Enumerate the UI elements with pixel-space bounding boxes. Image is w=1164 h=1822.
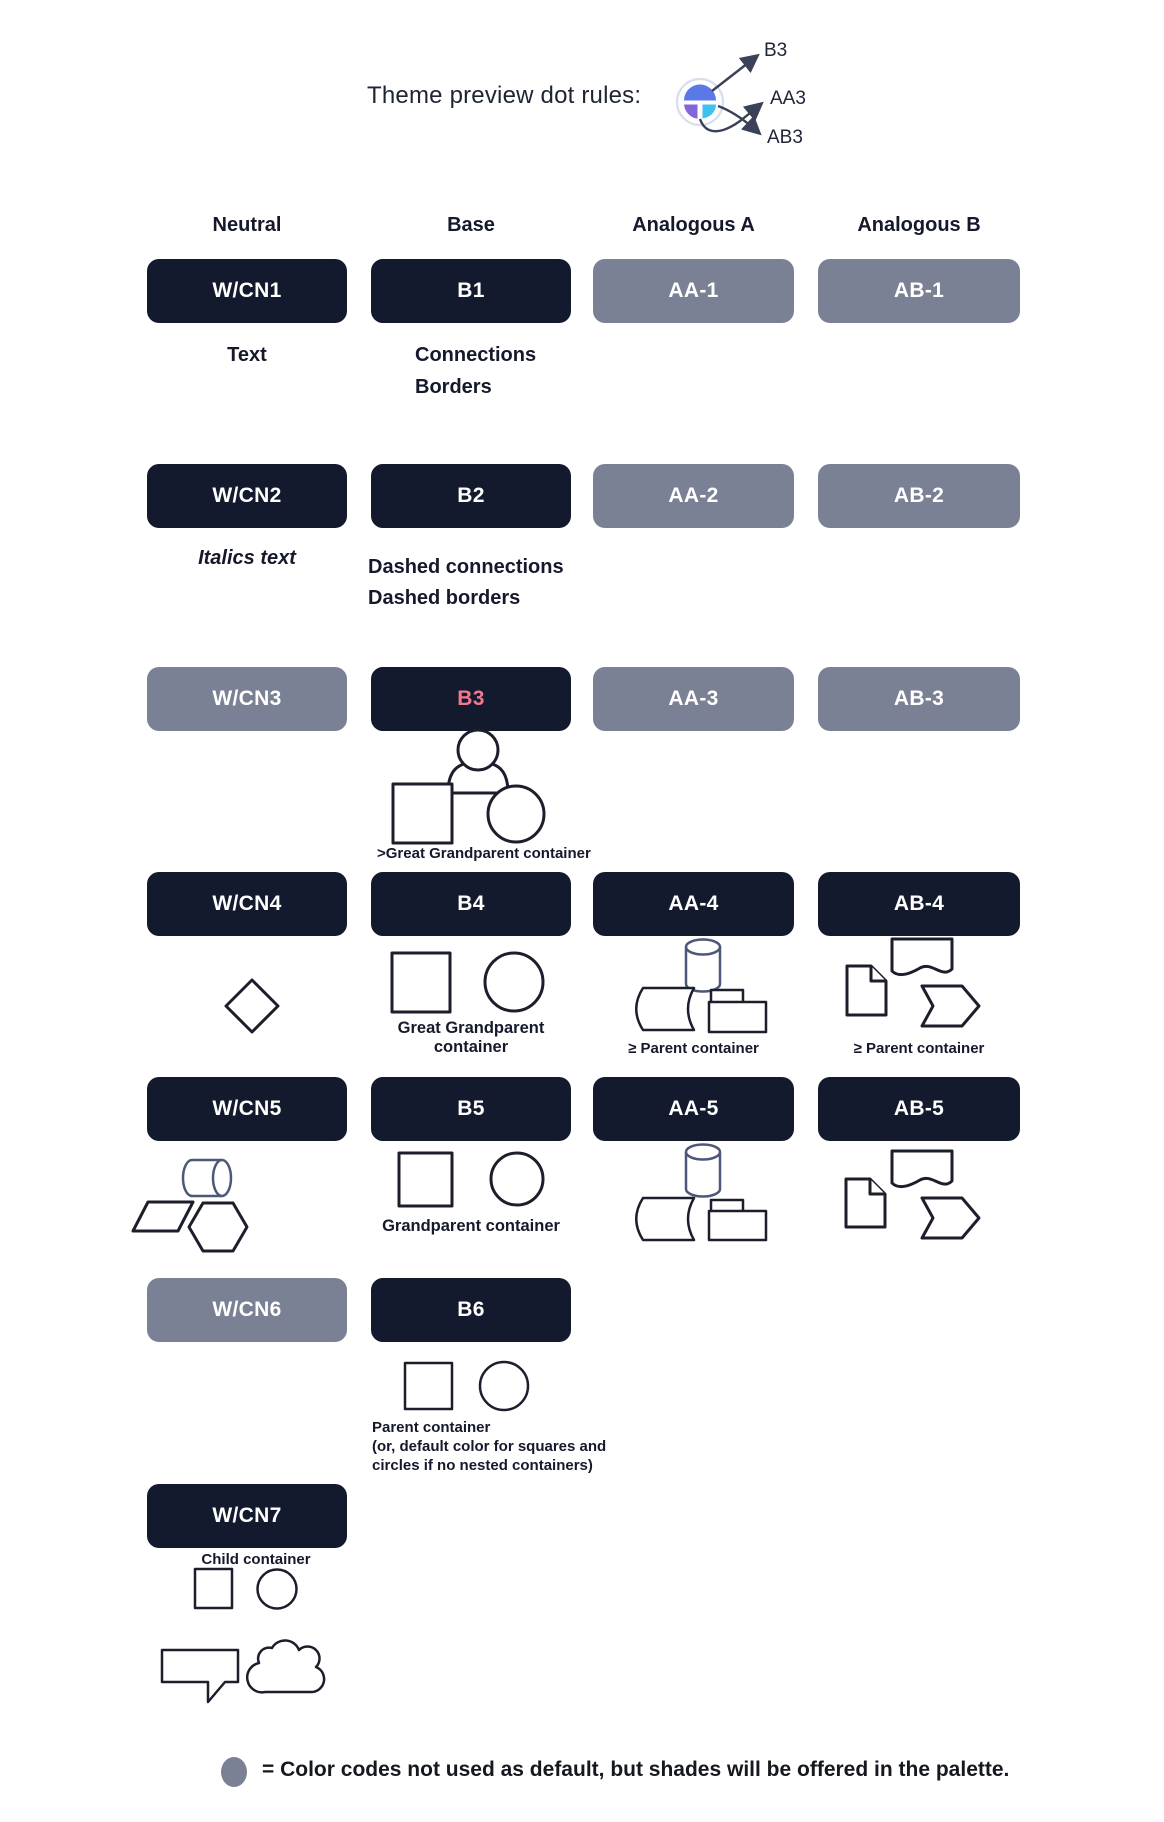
person-icon bbox=[448, 762, 508, 793]
pill-ab2-label: AB-2 bbox=[893, 484, 945, 507]
pill-aa2 bbox=[593, 464, 794, 528]
chevron-icon bbox=[922, 986, 979, 1026]
pill-wcn1 bbox=[147, 259, 347, 323]
note-fold-icon bbox=[871, 966, 886, 981]
pill-ab2 bbox=[818, 464, 1020, 528]
page-title: Theme preview dot rules: bbox=[367, 82, 642, 109]
theme-preview-dot bbox=[677, 79, 723, 125]
stored-data-icon bbox=[636, 988, 694, 1030]
pill-wcn6 bbox=[147, 1278, 347, 1342]
pill-wcn4 bbox=[147, 872, 347, 936]
tab-rectangle-icon bbox=[709, 1211, 766, 1240]
pill-ab4 bbox=[818, 872, 1020, 936]
aa4-shape-cluster bbox=[636, 940, 766, 1033]
pill-wcn5 bbox=[147, 1077, 347, 1141]
ab4-shape-cluster bbox=[847, 939, 979, 1026]
pill-wcn7 bbox=[147, 1484, 347, 1548]
dot-label-aa3: AA3 bbox=[770, 88, 806, 109]
diamond-icon bbox=[226, 980, 278, 1032]
cylinder-icon bbox=[686, 1152, 720, 1197]
pill-b3 bbox=[371, 667, 571, 731]
stored-data-icon bbox=[636, 1198, 694, 1240]
circle-icon bbox=[480, 1362, 528, 1410]
legend-dot-icon bbox=[221, 1757, 247, 1787]
tab-rectangle-icon bbox=[709, 1002, 766, 1032]
caption-italics-text: Italics text bbox=[198, 547, 296, 569]
pill-aa4-label: AA-4 bbox=[668, 892, 719, 915]
pill-aa3-label: AA-3 bbox=[668, 687, 719, 710]
caption-connections: Connections bbox=[415, 344, 537, 366]
speech-bubble-icon bbox=[162, 1650, 238, 1702]
hexagon-icon bbox=[189, 1203, 247, 1251]
circle-icon bbox=[491, 1153, 543, 1205]
note-fold-icon bbox=[870, 1179, 885, 1194]
wcn7-shape-cluster bbox=[162, 1569, 324, 1702]
pill-b2-label: B2 bbox=[457, 484, 485, 507]
pill-wcn2-label: W/CN2 bbox=[212, 484, 282, 507]
caption-child-container: Child container bbox=[201, 1551, 311, 1568]
cylinder-top-icon bbox=[686, 1145, 720, 1160]
pill-aa1-label: AA-1 bbox=[668, 279, 719, 302]
pill-wcn4-label: W/CN4 bbox=[212, 892, 282, 915]
pill-b5-label: B5 bbox=[457, 1097, 485, 1120]
pill-wcn5-label: W/CN5 bbox=[212, 1097, 282, 1120]
pill-b1-label: B1 bbox=[457, 279, 485, 302]
pill-b6 bbox=[371, 1278, 571, 1342]
pill-ab1-label: AB-1 bbox=[893, 279, 945, 302]
pill-wcn1-label: W/CN1 bbox=[212, 279, 282, 302]
pill-b3-label: B3 bbox=[457, 687, 485, 710]
horizontal-cylinder-icon bbox=[183, 1160, 222, 1196]
document-icon bbox=[892, 939, 952, 975]
pill-b4 bbox=[371, 872, 571, 936]
caption-ab4-parent: ≥ Parent container bbox=[853, 1040, 985, 1057]
column-header-base: Base bbox=[447, 214, 495, 236]
pill-b1 bbox=[371, 259, 571, 323]
pill-aa5 bbox=[593, 1077, 794, 1141]
cylinder-top-icon bbox=[686, 940, 720, 955]
cylinder-icon bbox=[686, 947, 720, 992]
arrow-to-aa3 bbox=[700, 104, 761, 131]
tab-rectangle-tab-icon bbox=[711, 1200, 743, 1212]
pill-ab3-label: AB-3 bbox=[893, 687, 945, 710]
square-icon bbox=[195, 1569, 232, 1608]
person-head-icon bbox=[458, 730, 498, 770]
arrow-to-b3 bbox=[712, 56, 757, 91]
b4-shape-cluster bbox=[392, 953, 543, 1012]
pill-aa4 bbox=[593, 872, 794, 936]
pill-ab5-label: AB-5 bbox=[893, 1097, 945, 1120]
caption-grandparent: Grandparent container bbox=[382, 1217, 560, 1235]
circle-icon bbox=[485, 953, 543, 1011]
pill-b6-label: B6 bbox=[457, 1298, 485, 1321]
aa5-shape-cluster bbox=[636, 1145, 766, 1241]
document-icon bbox=[892, 1151, 952, 1187]
caption-parent-line2: (or, default color for squares and bbox=[372, 1438, 607, 1455]
note-icon bbox=[846, 1179, 885, 1227]
pill-wcn3 bbox=[147, 667, 347, 731]
pill-b5 bbox=[371, 1077, 571, 1141]
caption-dashed-connections: Dashed connections bbox=[368, 556, 564, 578]
caption-aa4-parent: ≥ Parent container bbox=[628, 1040, 759, 1057]
parallelogram-icon bbox=[133, 1202, 193, 1231]
pill-b4-label: B4 bbox=[457, 892, 485, 915]
square-icon bbox=[405, 1363, 452, 1409]
tab-rectangle-tab-icon bbox=[711, 990, 743, 1003]
pill-aa5-label: AA-5 bbox=[668, 1097, 719, 1120]
dot-rule-arrows bbox=[700, 56, 761, 133]
caption-text: Text bbox=[227, 344, 267, 366]
pill-wcn7-label: W/CN7 bbox=[212, 1504, 282, 1527]
pill-aa1 bbox=[593, 259, 794, 323]
circle-icon bbox=[258, 1570, 297, 1609]
legend-text: = Color codes not used as default, but shades will be offered in the palette. bbox=[262, 1758, 1010, 1781]
caption-parent-line1: Parent container bbox=[372, 1419, 491, 1436]
pill-aa3 bbox=[593, 667, 794, 731]
pill-ab3 bbox=[818, 667, 1020, 731]
caption-parent-line3: circles if no nested containers) bbox=[372, 1457, 593, 1474]
pill-ab5 bbox=[818, 1077, 1020, 1141]
b6-shape-cluster bbox=[405, 1362, 528, 1410]
pill-ab4-label: AB-4 bbox=[893, 892, 945, 915]
column-header-analogous-b: Analogous B bbox=[857, 214, 981, 236]
ab5-shape-cluster bbox=[846, 1151, 979, 1238]
caption-great-grandparent: Great Grandparent container bbox=[397, 1019, 545, 1056]
pill-aa2-label: AA-2 bbox=[668, 484, 719, 507]
caption-great-grandparent-gt: >Great Grandparent container bbox=[377, 845, 591, 862]
square-icon bbox=[393, 784, 452, 843]
b3-shape-cluster bbox=[393, 730, 544, 843]
note-icon bbox=[847, 966, 886, 1015]
circle-icon bbox=[488, 786, 544, 842]
pill-wcn3-label: W/CN3 bbox=[212, 687, 282, 710]
pill-wcn6-label: W/CN6 bbox=[212, 1298, 282, 1321]
dot-label-b3: B3 bbox=[764, 40, 788, 61]
pill-wcn2 bbox=[147, 464, 347, 528]
pill-ab1 bbox=[818, 259, 1020, 323]
wcn5-shape-cluster bbox=[133, 1160, 247, 1251]
square-icon bbox=[399, 1153, 452, 1206]
chevron-icon bbox=[922, 1198, 979, 1238]
caption-dashed-borders: Dashed borders bbox=[368, 587, 521, 609]
pill-b2 bbox=[371, 464, 571, 528]
square-icon bbox=[392, 953, 450, 1012]
column-header-analogous-a: Analogous A bbox=[632, 214, 755, 236]
b5-shape-cluster bbox=[399, 1153, 543, 1206]
caption-borders: Borders bbox=[415, 376, 492, 398]
horizontal-cylinder-cap-icon bbox=[213, 1160, 231, 1196]
column-header-neutral: Neutral bbox=[212, 214, 282, 236]
cloud-icon bbox=[247, 1640, 324, 1692]
arrow-to-ab3 bbox=[718, 106, 759, 133]
dot-label-ab3: AB3 bbox=[767, 127, 803, 148]
